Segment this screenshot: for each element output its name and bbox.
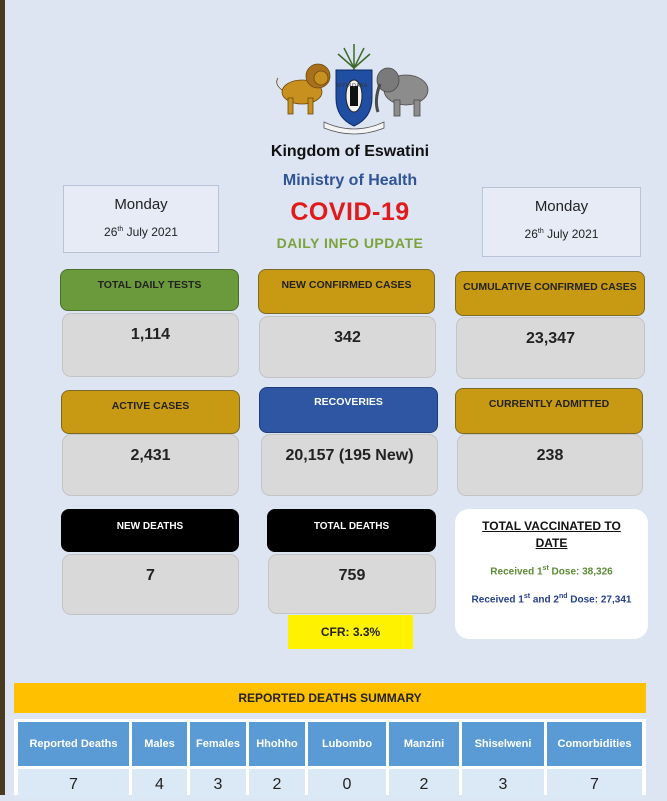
ministry-title: Ministry of Health: [282, 172, 418, 189]
date-text: 26th July 2021: [104, 225, 178, 239]
date-day: Monday: [534, 198, 589, 215]
table-cell: 7: [18, 769, 129, 799]
column-header: Hhohho: [249, 722, 305, 766]
currently-admitted-header: CURRENTLY ADMITTED: [455, 388, 643, 434]
column-header: Females: [190, 722, 246, 766]
date-box-right: [482, 187, 641, 257]
active-cases-header: ACTIVE CASES: [61, 390, 240, 434]
column-header: Manzini: [389, 722, 459, 766]
table-cell: 3: [190, 769, 246, 799]
column-header: Reported Deaths: [18, 722, 129, 766]
new-confirmed-cases-value: 342: [259, 316, 436, 378]
recoveries-value: 20,157 (195 New): [261, 434, 438, 496]
table-cell: 3: [462, 769, 544, 799]
date-day: Monday: [114, 196, 168, 213]
date-text: 26th July 2021: [524, 227, 599, 241]
deaths-summary-table: [14, 719, 646, 795]
cfr-badge: CFR: 3.3%: [288, 615, 413, 649]
vaccinated-title: TOTAL VACCINATED TO DATE: [482, 519, 621, 550]
column-header: Shiselweni: [462, 722, 544, 766]
column-header: Lubombo: [308, 722, 386, 766]
first-dose-text: Received 1st Dose: 38,326: [490, 565, 613, 578]
new-confirmed-cases-header: NEW CONFIRMED CASES: [258, 269, 435, 314]
total-daily-tests-header: TOTAL DAILY TESTS: [60, 269, 239, 311]
table-cell: 4: [132, 769, 187, 799]
total-vaccinated-card: [455, 509, 648, 639]
recoveries-header: RECOVERIES: [259, 387, 438, 433]
kingdom-title: Kingdom of Eswatini: [270, 143, 430, 160]
table-cell: 2: [249, 769, 305, 799]
table-cell: 2: [389, 769, 459, 799]
covid-title: COVID-19: [290, 198, 410, 226]
second-dose-text: Received 1st and 2nd Dose: 27,341: [471, 593, 632, 606]
column-header: Males: [132, 722, 187, 766]
new-deaths-header: NEW DEATHS: [61, 509, 239, 552]
active-cases-value: 2,431: [62, 434, 239, 496]
total-deaths-header: TOTAL DEATHS: [267, 509, 436, 552]
column-header: Comorbidities: [547, 722, 642, 766]
currently-admitted-value: 238: [457, 434, 643, 496]
deaths-summary-title: REPORTED DEATHS SUMMARY: [14, 683, 646, 713]
cumulative-confirmed-cases-value: 23,347: [456, 317, 645, 379]
total-deaths-value: 759: [268, 554, 436, 614]
page-edge: [0, 0, 5, 795]
table-cell: 0: [308, 769, 386, 799]
table-cell: 7: [547, 769, 642, 799]
date-box-left: [63, 185, 219, 253]
total-daily-tests-value: 1,114: [62, 313, 239, 377]
crest-motto: SIYINQABA: [336, 83, 368, 89]
new-deaths-value: 7: [62, 554, 239, 615]
cumulative-confirmed-cases-header: CUMULATIVE CONFIRMED CASES: [455, 271, 645, 316]
daily-update-subtitle: DAILY INFO UPDATE: [276, 235, 424, 251]
